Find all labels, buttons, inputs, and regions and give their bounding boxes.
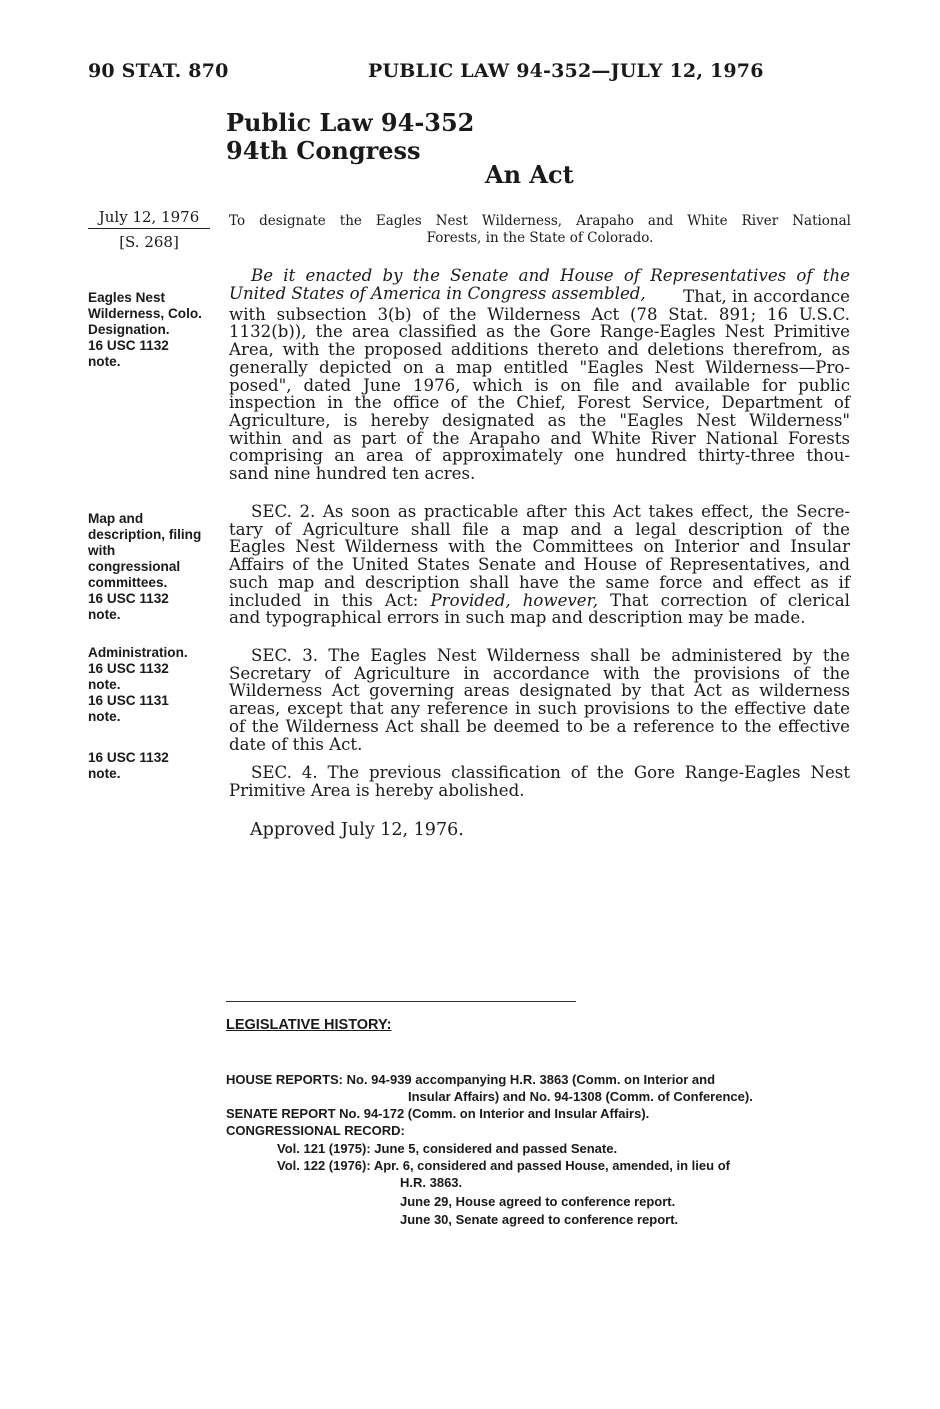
record-vol-121: Vol. 121 (1975): June 5, considered and passed Senate. xyxy=(277,1141,618,1156)
record-vol-122-cont: H.R. 3863. xyxy=(400,1175,463,1190)
margin-note-administration: Administration. 16 USC 1132 note. 16 USC 1131 note. xyxy=(88,645,188,724)
record-vol-122: Vol. 122 (1976): Apr. 6, considered and passed House, amended, in lieu of xyxy=(277,1158,730,1173)
section-3: SEC. 3. The Eagles Nest Wilderness shall be administered by the Secretary of Agriculture in accordance with the provisions of the Wilderness Act governing areas designated by that Act as wilderness areas, except that any reference in such provisions to the effective date of the Wilderness Act shall be deemed to be a reference to the effective date of this Act. xyxy=(229,646,850,754)
margin-note-designation: Eagles Nest Wilderness, Colo. Designation. 16 USC 1132 note. xyxy=(88,290,202,369)
history-divider xyxy=(226,1001,576,1002)
running-header: PUBLIC LAW 94-352—JULY 12, 1976 xyxy=(368,60,764,82)
purpose-line-2: Forests, in the State of Colorado. xyxy=(426,230,654,246)
section-1-tail: That, in accordance with subsection 3(b) of the Wilderness Act (78 Stat. 891; 16 U.S.C. 1132(b)), the area classified as the Gore Range-Eagles Nest Primitive Area, with the proposed additions thereto and deletions therefrom, as generally depicted on a map entitled "Eagles Nest Wilderness—Pro- posed", dated June 1976, which is on file and available for public inspection in the office of the Chief, Forest Service, Department of Agriculture, is hereby designated as the "Eagles Nest Wilderness" within and as part of the Arapaho and White River National Forests comprising an area of approximately one hundred thirty-three thou- sand nine hundred ten acres. xyxy=(229,287,850,484)
record-june-30: June 30, Senate agreed to conference report. xyxy=(400,1212,679,1227)
section-1-first-tail: That, in accordance xyxy=(683,287,850,306)
page-stat-number: 90 STAT. 870 xyxy=(88,60,229,82)
congressional-record: CONGRESSIONAL RECORD: xyxy=(226,1123,405,1138)
senate-report: SENATE REPORT No. 94-172 (Comm. on Interior and Insular Affairs). xyxy=(226,1106,650,1121)
proviso-line: included in this Act: Provided, however, That correction of clerical xyxy=(229,590,850,610)
margin-note-map-filing: Map and description, filing with congressional committees. 16 USC 1132 note. xyxy=(88,511,202,622)
margin-note-abolition: 16 USC 1132 note. xyxy=(88,750,169,781)
bill-number: [S. 268] xyxy=(119,233,179,251)
act-heading: An Act xyxy=(485,160,574,189)
section-2: SEC. 2. As soon as practicable after this Act takes effect, the Secre- tary of Agriculture shall file a map and a legal description of the Eagles Nest Wilderness with the Committees on Interior and Insular Affairs of the United States Senate and House of Representatives, and such map and description shall have the same force and effect as if included in this Act: Provided, however, That correction of clerical and typographical errors in such map and description may be made. xyxy=(229,502,850,628)
enacting-clause: Be it enacted by the Senate and House of Representatives of the United States of America in Congress assembled, xyxy=(229,266,850,303)
enactment-date-block xyxy=(88,208,210,251)
act-purpose xyxy=(229,213,851,247)
house-reports: HOUSE REPORTS: No. 94-939 accompanying H.R. 3863 (Comm. on Interior and xyxy=(226,1072,716,1087)
legislative-history-title: LEGISLATIVE HISTORY: xyxy=(226,1017,392,1033)
house-reports-cont: Insular Affairs) and No. 94-1308 (Comm. of Conference). xyxy=(408,1089,753,1104)
record-june-29: June 29, House agreed to conference report. xyxy=(400,1194,676,1209)
section-4: SEC. 4. The previous classification of the Gore Range-Eagles Nest Primitive Area is hereby abolished. xyxy=(229,763,850,800)
approval-date: Approved July 12, 1976. xyxy=(250,820,464,840)
enactment-date: July 12, 1976 xyxy=(88,208,210,229)
congress-number: 94th Congress xyxy=(226,136,421,165)
proviso: Provided, however, xyxy=(430,590,599,610)
law-number: Public Law 94-352 xyxy=(226,108,475,137)
purpose-line-1: To designate the Eagles Nest Wilderness, Arapaho and White River National xyxy=(229,213,851,229)
